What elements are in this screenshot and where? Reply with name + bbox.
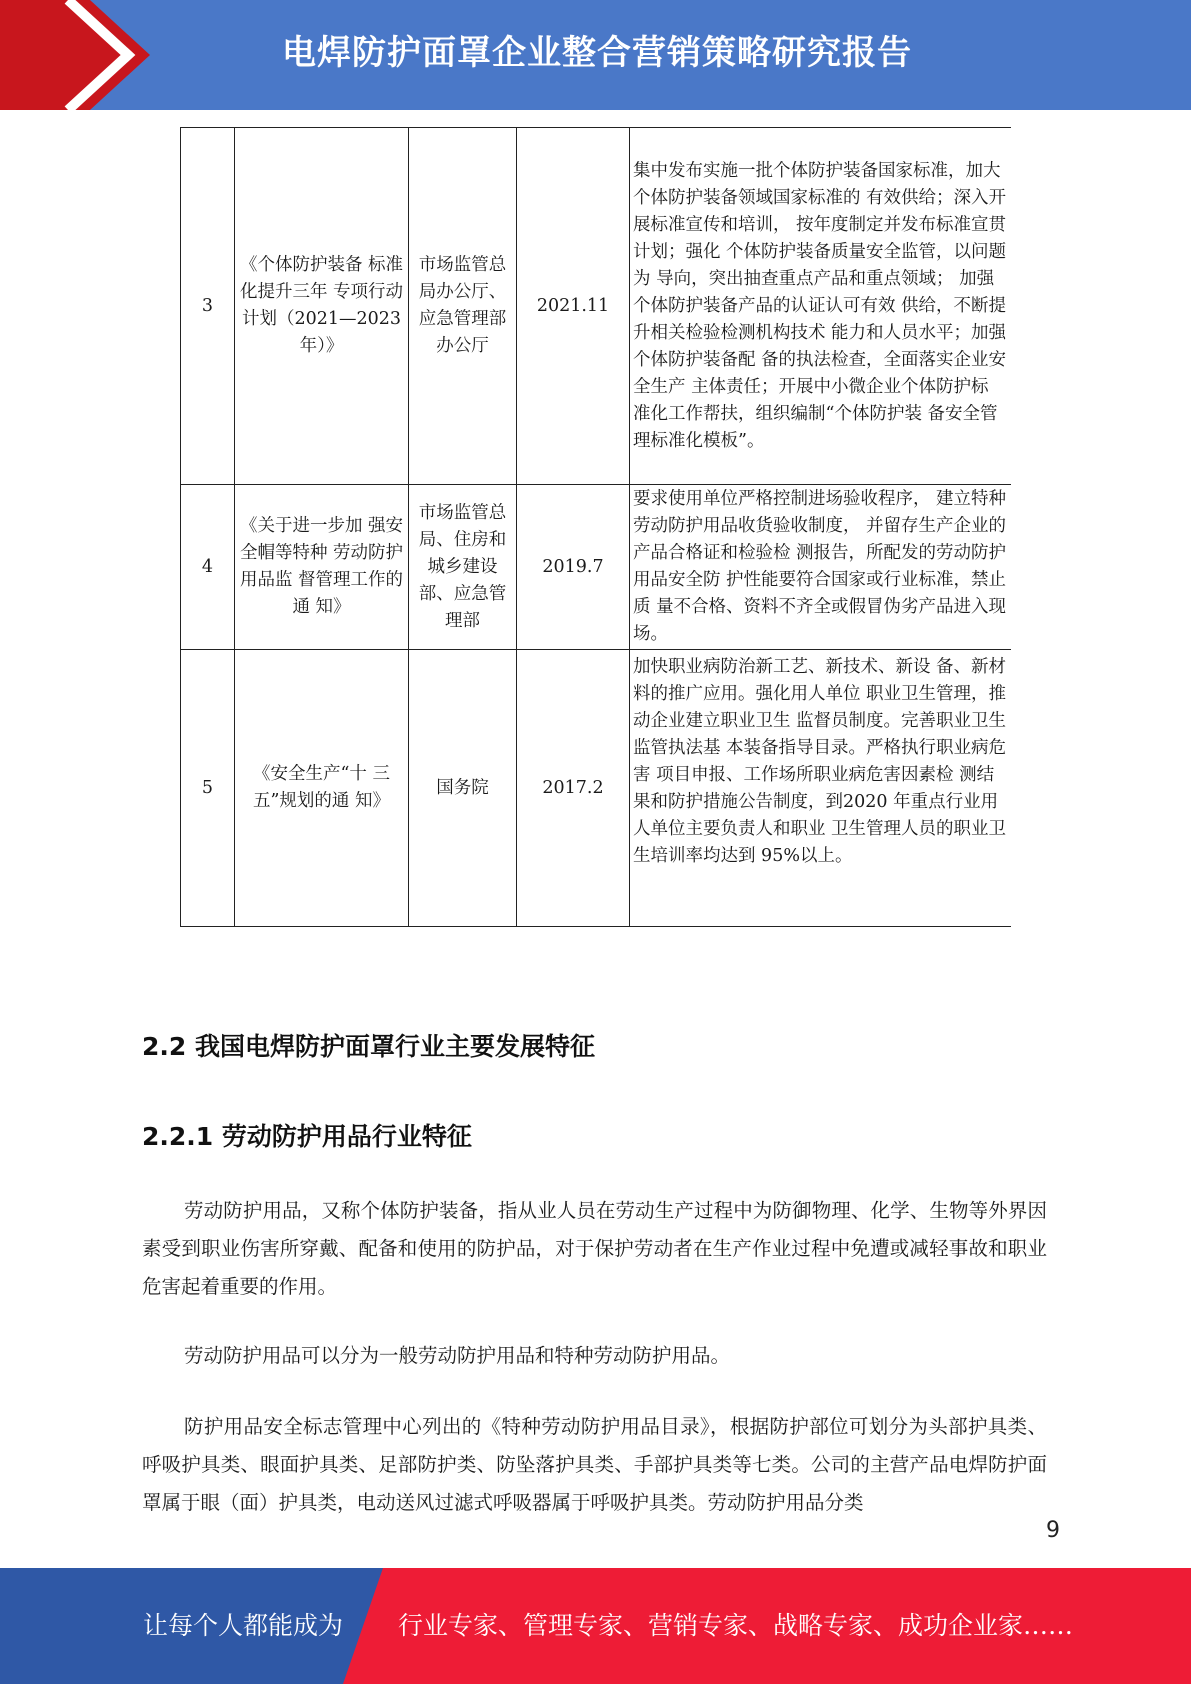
policy-name: 《个体防护装备 标准化提升三年 专项行动计划（2021—2023年）》 (235, 128, 409, 485)
table-row (181, 485, 1011, 650)
report-title: 电焊防护面罩企业整合营销策略研究报告 (282, 33, 912, 73)
issue-date: 2017.2 (517, 650, 630, 927)
row-number: 5 (181, 650, 235, 927)
policy-name: 《安全生产“十 三五”规划的通 知》 (235, 650, 409, 927)
row-number: 4 (181, 485, 235, 650)
issuing-authority: 市场监管总局、住房和城乡建设部、应急管理部 (409, 485, 517, 650)
issue-date: 2021.11 (517, 128, 630, 485)
policy-content: 要求使用单位严格控制进场验收程序， 建立特种劳动防护用品收货验收制度， 并留存生产企业的产品合格证和检验检 测报告，所配发的劳动防护用品安全防 护性能要符合国家或行业标准，禁止质 量不合格、资料不齐全或假冒伪劣产品进入现场。 (630, 485, 1011, 650)
policy-content: 集中发布实施一批个体防护装备国家标准，加大个体防护装备领域国家标准的 有效供给；深入开展标准宣传和培训， 按年度制定并发布标准宣贯计划；强化 个体防护装备质量安全监管，以问题为 导向，突出抽查重点产品和重点领域； 加强个体防护装备产品的认证认可有效 供给，不断提升相关检验检测机构技术 能力和人员水平；加强个体防护装备配 备的执法检查，全面落实企业安全生产 主体责任；开展中小微企业个体防护标 准化工作帮扶，组织编制“个体防护装 备安全管理标准化模板”。 (630, 128, 1011, 485)
page-number: 9 (1046, 1518, 1060, 1543)
table-row (181, 128, 1011, 485)
header-arrow-decoration (0, 0, 160, 110)
footer-slogan-right: 行业专家、管理专家、营销专家、战略专家、成功企业家…… (398, 1611, 1074, 1640)
issue-date: 2019.7 (517, 485, 630, 650)
policy-table (180, 127, 1011, 927)
row-number: 3 (181, 128, 235, 485)
page-footer (0, 1568, 1191, 1684)
body-paragraph: 劳动防护用品，又称个体防护装备，指从业人员在劳动生产过程中为防御物理、化学、生物等外界因素受到职业伤害所穿戴、配备和使用的防护品，对于保护劳动者在生产作业过程中免遭或减轻事故和职业危害起着重要的作用。 (142, 1199, 1047, 1298)
policy-content: 加快职业病防治新工艺、新技术、新设 备、新材料的推广应用。强化用人单位 职业卫生管理，推动企业建立职业卫生 监督员制度。完善职业卫生监管执法基 本装备指导目录。严格执行职业病危害 项目申报、工作场所职业病危害因素检 测结果和防护措施公告制度，到2020 年重点行业用人单位主要负责人和职业 卫生管理人员的职业卫生培训率均达到 95%以上。 (630, 650, 1011, 927)
issuing-authority: 市场监管总局办公厅、应急管理部办公厅 (409, 128, 517, 485)
page-header (0, 0, 1191, 110)
table-row (181, 650, 1011, 927)
subsection-heading: 2.2.1 劳动防护用品行业特征 (142, 1122, 472, 1151)
section-heading: 2.2 我国电焊防护面罩行业主要发展特征 (142, 1032, 595, 1061)
issuing-authority: 国务院 (409, 650, 517, 927)
body-paragraph: 劳动防护用品可以分为一般劳动防护用品和特种劳动防护用品。 (184, 1344, 731, 1367)
body-paragraph: 防护用品安全标志管理中心列出的《特种劳动防护用品目录》，根据防护部位可划分为头部护具类、呼吸护具类、眼面护具类、足部防护类、防坠落护具类、手部护具类等七类。公司的主营产品电焊防护面罩属于眼（面）护具类，电动送风过滤式呼吸器属于呼吸护具类。劳动防护用品分类 (142, 1415, 1047, 1514)
footer-slogan-left: 让每个人都能成为 (143, 1611, 344, 1640)
policy-name: 《关于进一步加 强安全帽等特种 劳动防护用品监 督管理工作的通 知》 (235, 485, 409, 650)
